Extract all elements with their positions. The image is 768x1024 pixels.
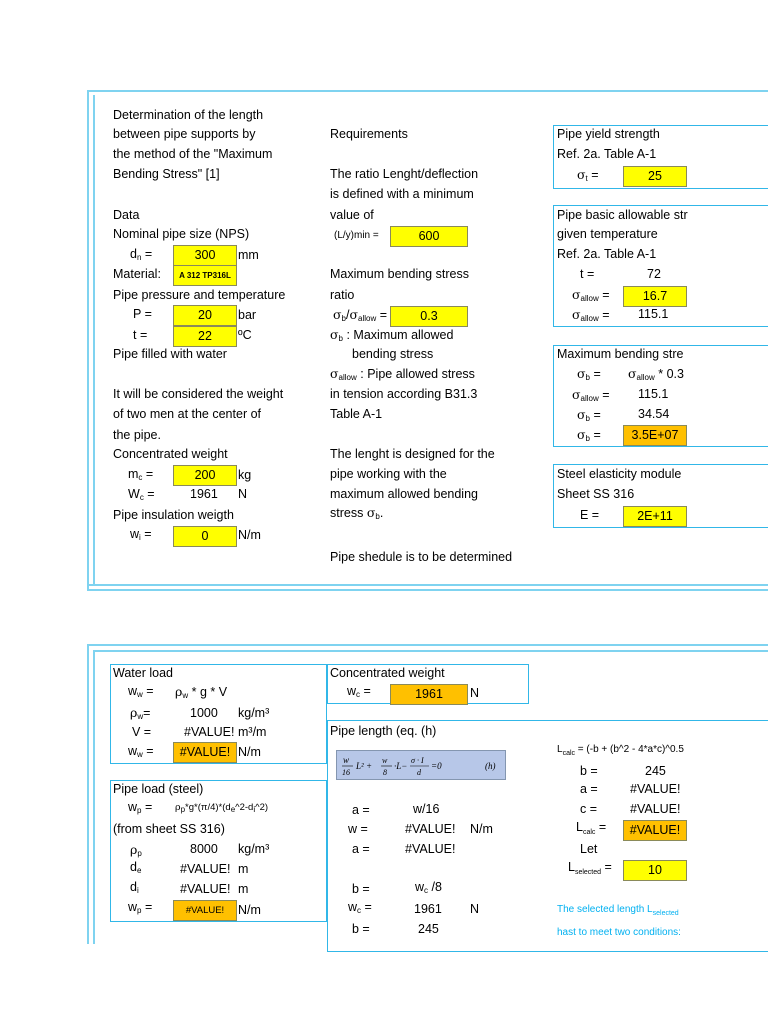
design-text-1: The lenght is designed for the	[330, 447, 495, 461]
wi-unit: N/m	[238, 528, 261, 542]
lcalc-label: $L_{calc}$ =	[576, 820, 607, 836]
w-value: #VALUE!	[405, 822, 456, 836]
wp-unit: N/m	[238, 903, 261, 917]
ratio-cell[interactable]: 0.3	[390, 306, 468, 327]
top-frame-inner-left	[93, 95, 95, 585]
lcalc-formula: $L_{calc} = (-b$ + (b^2 - 4*a*c)^0.5	[557, 744, 684, 757]
note-1: The selected length $L_{selected}$	[557, 904, 679, 917]
rho-w-label: $\rho_w=$	[130, 705, 151, 721]
intro-line-2: between pipe supports by	[113, 127, 256, 141]
intro-line-3: the method of the "Maximum	[113, 147, 273, 161]
p-label: P =	[133, 307, 152, 321]
yield-cell[interactable]: 25	[623, 166, 687, 187]
yield-ref: Ref. 2a. Table A-1	[557, 147, 657, 161]
p-unit: bar	[238, 308, 257, 322]
mbs-allow-label: $\sigma_{allow}$ =	[572, 387, 610, 403]
schedule-text: Pipe shedule is to be determined	[330, 550, 513, 564]
de-value: #VALUE!	[180, 862, 231, 876]
weight-text-2: of two men at the center of	[113, 407, 261, 421]
intro-line-4: Bending Stress" [1]	[113, 167, 220, 181]
sallow-def-2: in tension according B31.3	[330, 387, 478, 401]
v-unit: m³/m	[238, 725, 267, 739]
t-unit: ºC	[238, 328, 252, 342]
cw-cell[interactable]: 1961	[390, 684, 468, 705]
svg-text:·L−: ·L−	[394, 761, 408, 771]
a-label-2: a =	[352, 842, 370, 856]
sb-def-2: bending stress	[352, 347, 434, 361]
filled-label: Pipe filled with water	[113, 347, 227, 361]
sheet-ref: (from sheet SS 316)	[113, 822, 225, 836]
ly-label: (L/y)min =	[334, 230, 379, 241]
a-label: a =	[352, 803, 370, 817]
design-text-4: stress $\sigma_b$.	[330, 505, 384, 521]
mbs-sb-label-2: $\sigma_b$ =	[577, 407, 601, 423]
mbs-formula: $\sigma_{allow} * 0.3$	[628, 366, 684, 382]
basic-t-value: 72	[647, 267, 661, 281]
bottom-frame-inner-top	[93, 650, 768, 652]
rho-p-label: $\rho_p$	[130, 842, 142, 858]
lsel-cell[interactable]: 10	[623, 860, 687, 881]
ww-unit: N/m	[238, 745, 261, 759]
wc2-label: $w_c$ =	[348, 900, 372, 915]
mbs-text-1: Maximum bending stress	[330, 267, 469, 281]
req-header: Requirements	[330, 127, 408, 141]
mbs-allow-value: 115.1	[638, 387, 669, 401]
design-text-2: pipe working with the	[330, 467, 447, 481]
a2-label: a =	[580, 782, 598, 796]
cw-label: $w_c$ =	[347, 684, 371, 699]
e-label: E =	[580, 508, 600, 522]
wp-label: $w_p$ =	[128, 800, 153, 815]
v-value: #VALUE!	[184, 725, 235, 739]
p-cell[interactable]: 20	[173, 305, 237, 326]
ins-label: Pipe insulation weigth	[113, 508, 234, 522]
sb-def: $\sigma_b$ : Maximum allowed	[330, 327, 454, 343]
b-label: b =	[352, 882, 370, 896]
sallow-def: $\sigma_{allow}$ : Pipe allowed stress	[330, 366, 475, 382]
pt-label: Pipe pressure and temperature	[113, 288, 286, 302]
svg-text:σ · I: σ · I	[411, 756, 424, 765]
b2-label: b =	[580, 764, 598, 778]
bottom-frame-inner-left	[93, 650, 95, 944]
water-title: Water load	[113, 666, 173, 680]
b2-value: 245	[645, 764, 666, 778]
basic-ref: Ref. 2a. Table A-1	[557, 247, 657, 261]
rho-w-unit: kg/m³	[238, 706, 270, 720]
b-label-2: b =	[352, 922, 370, 936]
mbs-sb-value: 34.54	[638, 407, 670, 421]
mbs-title: Maximum bending stre	[557, 347, 684, 361]
material-cell[interactable]: A 312 TP316L	[173, 265, 237, 286]
equation-svg	[337, 751, 505, 779]
basic-t-label: t =	[580, 267, 595, 281]
svg-text:w: w	[382, 756, 388, 765]
elastic-title: Steel elasticity module	[557, 467, 682, 481]
lcalc-cell[interactable]: #VALUE!	[623, 820, 687, 841]
rho-w-value: 1000	[190, 706, 218, 720]
pl-title: Pipe length (eq. (h)	[330, 724, 437, 738]
t-label: t =	[133, 328, 148, 342]
ratio-label: $\sigma_b/\sigma_{allow}$ =	[333, 307, 388, 323]
mc-label: $m_c$ =	[128, 467, 154, 482]
wi-label: $w_i$ =	[130, 527, 152, 542]
data-header: Data	[113, 208, 140, 222]
cw-unit: N	[470, 686, 480, 700]
b-formula: $w_c$ /8	[415, 880, 442, 895]
let-label: Let	[580, 842, 598, 856]
svg-text:=0: =0	[431, 761, 442, 771]
svg-text:d: d	[417, 768, 421, 777]
yield-label: $\sigma_t$ =	[577, 167, 599, 183]
dn-label: $d_n$ =	[130, 247, 153, 262]
weight-text-1: It will be considered the weight	[113, 387, 284, 401]
basic-allow-label-2: $\sigma_{allow}$ =	[572, 307, 610, 323]
ww-formula: $\rho_w$ * g * V	[175, 684, 228, 700]
ly-cell[interactable]: 600	[390, 226, 468, 247]
wp-formula: $\rho_p*g*(\pi/4)*(d_e\^{}2-d_i\^{}2)$	[175, 802, 269, 814]
wc2-unit: N	[470, 902, 480, 916]
mc-cell[interactable]: 200	[173, 465, 237, 486]
basic-allow-value-2: 115.1	[638, 307, 669, 321]
ww-cell[interactable]: #VALUE!	[173, 742, 237, 763]
design-text-3: maximum allowed bending	[330, 487, 478, 501]
ww-label: $w_w$ =	[128, 684, 154, 699]
svg-text:w: w	[343, 755, 350, 765]
ratio-text-2: is defined with a minimum	[330, 187, 474, 201]
bottom-frame-border	[87, 644, 768, 646]
a-formula: w/16	[413, 802, 440, 816]
svg-text:L² +: L² +	[356, 761, 373, 771]
svg-text:(h): (h)	[485, 761, 496, 771]
di-value: #VALUE!	[180, 882, 231, 896]
dn-unit: mm	[238, 248, 259, 262]
rho-p-unit: kg/m³	[238, 842, 270, 856]
svg-text:8: 8	[383, 768, 387, 777]
c-label: c =	[580, 802, 598, 816]
a2-value: #VALUE!	[630, 782, 681, 796]
material-label: Material:	[113, 267, 161, 281]
intro-line-1: Determination of the length	[113, 108, 264, 122]
elastic-sheet: Sheet SS 316	[557, 487, 635, 501]
w-unit: N/m	[470, 822, 493, 836]
wc2-value: 1961	[414, 902, 442, 916]
de-label: $d_e$	[130, 860, 142, 875]
cw-title: Concentrated weight	[330, 666, 445, 680]
de-unit: m	[238, 862, 249, 876]
note-2: hast to meet two conditions:	[557, 927, 681, 938]
wp-label-2: $w_p$ =	[128, 900, 153, 915]
mbs-sb-label: $\sigma_b$ =	[577, 366, 601, 382]
wc-value: 1961	[190, 487, 218, 501]
di-label: $d_i$	[130, 880, 139, 895]
nps-label: Nominal pipe size (NPS)	[113, 227, 250, 241]
wc-label: $W_c$ =	[128, 487, 155, 502]
basic-sub: given temperature	[557, 227, 658, 241]
a-value: #VALUE!	[405, 842, 456, 856]
v-label: V =	[132, 725, 152, 739]
top-frame-border-left	[87, 90, 89, 590]
top-frame-bottom	[87, 589, 768, 591]
wi-cell[interactable]: 0	[173, 526, 237, 547]
ratio-text-3: value of	[330, 208, 374, 222]
wc-unit: N	[238, 487, 248, 501]
basic-allow-cell[interactable]: 16.7	[623, 286, 687, 307]
sallow-def-3: Table A-1	[330, 407, 383, 421]
ratio-text-1: The ratio Lenght/deflection	[330, 167, 479, 181]
mbs-sb-label-3: $\sigma_b$ =	[577, 427, 601, 443]
b-value: 245	[418, 922, 439, 936]
wp-cell[interactable]: #VALUE!	[173, 900, 237, 921]
dn-cell[interactable]: 300	[173, 245, 237, 266]
lsel-label: $L_{selected}$ =	[568, 860, 612, 876]
e-cell[interactable]: 2E+11	[623, 506, 687, 527]
mbs-sb-cell[interactable]: 3.5E+07	[623, 425, 687, 446]
top-frame-border	[87, 90, 768, 92]
mc-unit: kg	[238, 468, 252, 482]
weight-text-3: the pipe.	[113, 428, 161, 442]
bottom-frame-border-left	[87, 644, 89, 944]
di-unit: m	[238, 882, 249, 896]
equation-image	[336, 750, 506, 780]
mbs-text-2: ratio	[330, 288, 355, 302]
t-cell[interactable]: 22	[173, 326, 237, 347]
cw-label: Concentrated weight	[113, 447, 228, 461]
steel-title: Pipe load (steel)	[113, 782, 204, 796]
w-label: w =	[348, 822, 368, 836]
ww-label-2: $w_w$ =	[128, 744, 154, 759]
svg-text:16: 16	[342, 768, 350, 777]
c-value: #VALUE!	[630, 802, 681, 816]
yield-title: Pipe yield strength	[557, 127, 660, 141]
rho-p-value: 8000	[190, 842, 218, 856]
basic-allow-label-1: $\sigma_{allow}$ =	[572, 287, 610, 303]
top-frame-inner-bottom	[87, 584, 768, 586]
basic-title: Pipe basic allowable str	[557, 208, 688, 222]
